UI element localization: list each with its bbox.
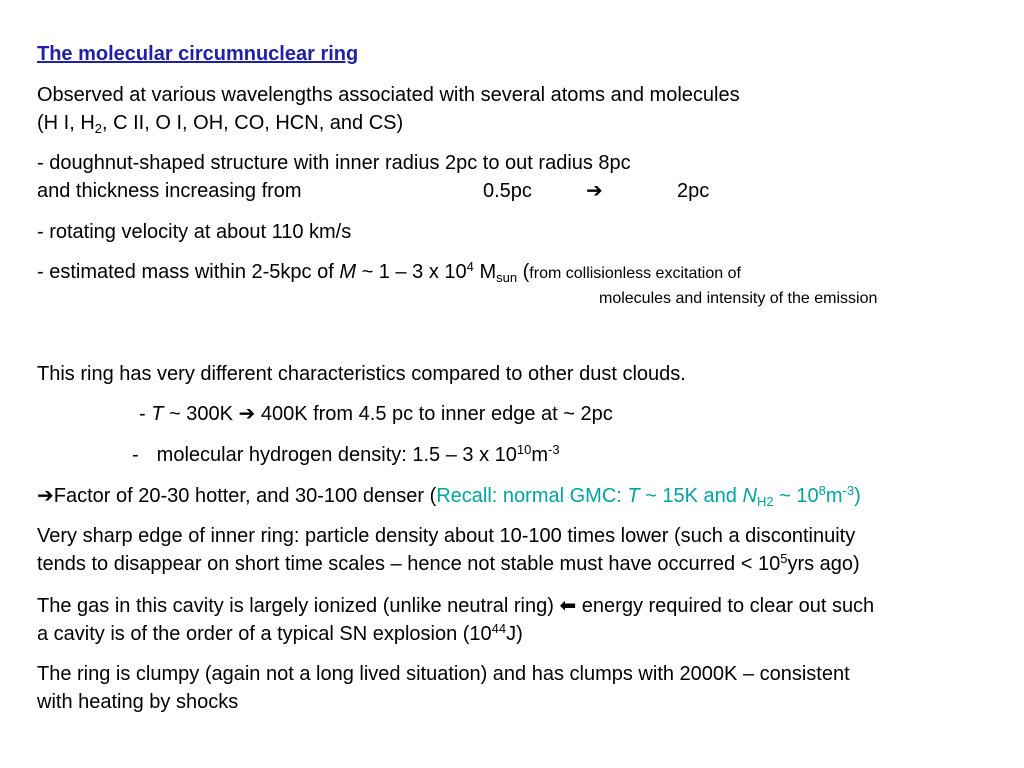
recall-unit: m bbox=[825, 485, 843, 507]
doughnut-line-1: - doughnut-shaped structure with inner radius 2pc to out radius 8pc bbox=[37, 152, 631, 174]
gas-exponent: 44 bbox=[491, 621, 507, 636]
thickness-text: and thickness increasing from bbox=[37, 180, 302, 202]
mass-note-2: molecules and intensity of the emission bbox=[599, 290, 878, 307]
edge-line-1: Very sharp edge of inner ring: particle density about 10-100 times lower (such a discontinuity bbox=[37, 525, 856, 547]
gas-line-2 bbox=[37, 622, 523, 646]
msun-subscript: sun bbox=[496, 270, 518, 285]
recall-n-subscript: H2 bbox=[756, 494, 774, 509]
gas-post: energy required to clear out such bbox=[576, 595, 875, 617]
temp-text-1: ~ 300K bbox=[163, 403, 239, 425]
recall-unit-exponent: -3 bbox=[842, 483, 855, 498]
temp-dash: - bbox=[139, 403, 152, 425]
recall-close: ) bbox=[854, 485, 861, 507]
mass-line bbox=[37, 260, 741, 286]
recall-temp-symbol: T bbox=[627, 485, 640, 507]
edge-pre: tends to disappear on short time scales – hence not stable must have occurred < 10 bbox=[37, 553, 781, 575]
factor-line bbox=[37, 484, 861, 508]
right-arrow-icon: ➔ bbox=[586, 180, 603, 202]
factor-text: Factor of 20-30 hotter, and 30-100 denser ( bbox=[53, 485, 437, 507]
mass-paren: ( bbox=[517, 261, 530, 283]
temp-text-2: 400K from 4.5 pc to inner edge at ~ 2pc bbox=[255, 403, 613, 425]
observed-line-1: Observed at various wavelengths associated with several atoms and molecules bbox=[37, 84, 740, 106]
recall-n-symbol: N bbox=[742, 485, 757, 507]
recall-exponent: 8 bbox=[818, 483, 826, 498]
mass-pre: - estimated mass within 2-5kpc of bbox=[37, 261, 340, 283]
hydrogen-text: molecular hydrogen density: 1.5 – 3 x 10 bbox=[156, 444, 517, 466]
recall-text-3: ~ 10 bbox=[773, 485, 819, 507]
h2-subscript: 2 bbox=[94, 121, 103, 136]
hydrogen-unit: m bbox=[531, 444, 549, 466]
ring-difference: This ring has very different characteristics compared to other dust clouds. bbox=[37, 363, 686, 385]
left-arrow-icon: ⬅ bbox=[559, 595, 577, 617]
gas-line2-post: J) bbox=[506, 623, 523, 645]
edge-exponent: 5 bbox=[780, 551, 788, 566]
thickness-from: 0.5pc bbox=[483, 180, 532, 202]
thickness-to: 2pc bbox=[677, 180, 710, 202]
hydrogen-exponent: 10 bbox=[516, 442, 532, 457]
hydrogen-line bbox=[132, 443, 560, 467]
recall-text-2: ~ 15K and bbox=[639, 485, 743, 507]
gas-line-1 bbox=[37, 594, 874, 618]
gas-line2-pre: a cavity is of the order of a typical SN explosion (10 bbox=[37, 623, 492, 645]
hydrogen-unit-exponent: -3 bbox=[548, 442, 560, 457]
temp-symbol: T bbox=[151, 403, 164, 425]
recall-text: Recall: normal GMC: bbox=[436, 485, 628, 507]
doughnut-line-2 bbox=[37, 179, 737, 203]
mass-note-1: from collisionless excitation of bbox=[529, 265, 741, 282]
edge-post: yrs ago) bbox=[787, 553, 860, 575]
right-arrow-icon: ➔ bbox=[37, 485, 54, 507]
rotating-velocity: - rotating velocity at about 110 km/s bbox=[37, 221, 352, 243]
clumpy-line-1: The ring is clumpy (again not a long lived situation) and has clumps with 2000K – consistent bbox=[37, 663, 850, 685]
observed-line-2 bbox=[37, 111, 403, 135]
edge-line-2 bbox=[37, 552, 860, 576]
msun: M bbox=[473, 261, 497, 283]
slide-title: The molecular circumnuclear ring bbox=[37, 43, 359, 65]
hydrogen-dash: - bbox=[132, 444, 139, 466]
observed-pre: (H I, H bbox=[37, 112, 95, 134]
temperature-line bbox=[139, 402, 613, 426]
right-arrow-icon: ➔ bbox=[238, 403, 256, 425]
mass-symbol: M bbox=[339, 261, 357, 283]
mass-exponent: 4 bbox=[466, 259, 474, 274]
observed-post: , C II, O I, OH, CO, HCN, and CS) bbox=[102, 112, 404, 134]
clumpy-line-2: with heating by shocks bbox=[37, 691, 239, 713]
mass-mid: ~ 1 – 3 x 10 bbox=[356, 261, 467, 283]
gas-pre: The gas in this cavity is largely ionized (unlike neutral ring) bbox=[37, 595, 560, 617]
